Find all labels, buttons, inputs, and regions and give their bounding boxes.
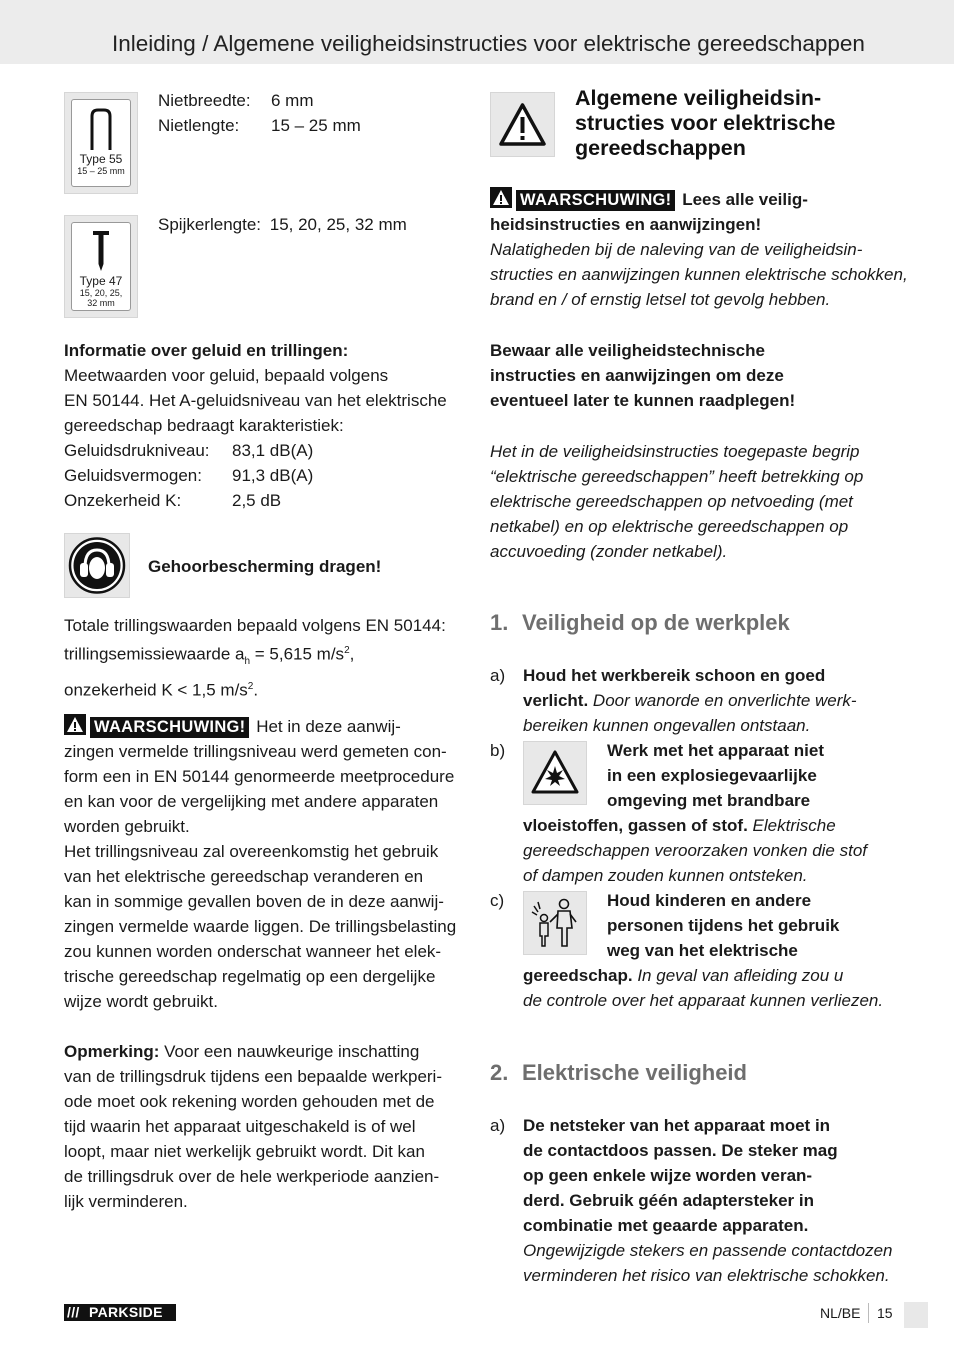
- section1-item-a: Houd het werkbereik schoon en goed verlicht. Door wanorde en onverlichte werk- bereiken kunnen ongevallen ontstaan.: [523, 666, 857, 735]
- ear-protection-text: Gehoorbescherming dragen!: [148, 557, 382, 576]
- section1-item-b-bold: Werk met het apparaat niet in een explosiegevaarlijke omgeving met brandbare: [607, 741, 824, 810]
- logo-slashes: ///: [67, 1304, 80, 1320]
- staple-width-value: 6 mm: [271, 91, 314, 110]
- vibration-line3: onzekerheid K < 1,5 $m/s^2$.: [64, 680, 259, 700]
- staple-length-value: 15 – 25 mm: [271, 116, 361, 135]
- page-number: 15: [877, 1305, 893, 1321]
- nail-length-label: Spijkerlengte:: [158, 215, 262, 234]
- vibration-warning: WAARSCHUWING! Het in deze aanwij- zingen vermelde trillingsniveau werd gemeten con- form een in EN 50144 genormeerde meetprocedure en kan voor de vergelijking met andere apparaten worden gebruikt. Het trillingsniveau zal overeenkomstig het gebruik van het elektrische gereedschap veranderen en kan in sommige gevallen boven de in deze aanwij- zingen vermelde waarde liggen. De trillingsbelasting zou kunnen worden onderschat wanneer het elek- trische gereedschap regelmatig op een dergelijke wijze wordt gebruikt.: [64, 714, 456, 1014]
- vibration-line1: Totale trillingswaarden bepaald volgens EN 50144:: [64, 616, 446, 635]
- explosion-icon-box: [523, 741, 587, 805]
- general-warning-icon-box: [490, 92, 555, 157]
- list-label: a): [490, 666, 506, 685]
- keep-instructions: Bewaar alle veiligheidstechnische instructies en aanwijzingen om deze eventueel later te kunnen raadplegen!: [490, 341, 796, 410]
- footer-lang: NL/BE: [820, 1305, 861, 1321]
- page-title: Inleiding / Algemene veiligheidsinstructies voor elektrische gereedschappen: [112, 31, 865, 56]
- noise-row: Geluidsdrukniveau: 83,1 dB(A): [64, 441, 314, 460]
- remark: Opmerking: Voor een nauwkeurige inschatting van de trillingsdruk tijdens een bepaalde werkperi- ode moet ook rekening worden gehouden met de tijd waarin het apparaat uitgeschakeld is of wel loopt, maar niet werkelijk gebruikt wordt. Dit kan de trillingsdruk over de hele werkperiode aanzien- lijk verminderen.: [64, 1042, 442, 1211]
- noise-info: [64, 338, 447, 513]
- section-heading: 2. Elektrische veiligheid: [490, 1060, 747, 1085]
- warning-tag: WAARSCHUWING!: [516, 190, 675, 211]
- nail-specs: [158, 212, 407, 237]
- staple-icon: [84, 106, 118, 150]
- nail-type-card: [64, 215, 138, 318]
- ear-protection-icon-box: [64, 533, 130, 598]
- page-header: [0, 0, 954, 64]
- nail-size-line2: 32 mm: [87, 298, 115, 308]
- explosion-icon: [524, 742, 586, 804]
- general-warning: WAARSCHUWING! Lees alle veilig- heidsinstructies en aanwijzingen! Nalatigheden bij de naleving van de veiligheidsin- structies en aanwijzingen kunnen elektrische schokken, brand en / of ernstig letsel tot gevolg hebben.: [490, 187, 908, 312]
- vibration-info: [64, 613, 446, 703]
- warning-triangle-icon: [490, 187, 512, 208]
- warning-triangle-icon: [491, 93, 554, 156]
- keep-children-away-icon: [524, 892, 586, 954]
- noise-row: Geluidsvermogen: 91,3 dB(A): [64, 466, 314, 485]
- parkside-logo: [64, 1304, 176, 1321]
- staple-type-label: Type 55: [79, 152, 123, 166]
- section1-item-b: vloeistoffen, gassen of stof. Elektrische gereedschappen veroorzaken vonken die stof of dampen zouden kunnen ontsteken.: [523, 816, 868, 885]
- keep-children-away-icon-box: [523, 891, 587, 955]
- noise-row: Onzekerheid K: 2,5 dB: [64, 491, 282, 510]
- vibration-line2: trillingsemissiewaarde $a_h = 5,615$ $m/s^2$,: [64, 644, 355, 668]
- nail-size-line1: 15, 20, 25,: [79, 288, 123, 298]
- section1-item-c-bold: Houd kinderen en andere personen tijdens het gebruik weg van het elektrische: [607, 891, 840, 960]
- nail-type-label: Type 47: [79, 274, 123, 288]
- staple-width-label: Nietbreedte:: [158, 91, 251, 110]
- footer-divider: [868, 1303, 869, 1323]
- nail-icon: [84, 228, 118, 272]
- list-label: b): [490, 741, 506, 760]
- staple-specs: [158, 88, 361, 138]
- warning-tag: WAARSCHUWING!: [90, 717, 249, 738]
- section-heading: 1. Veiligheid op de werkplek: [490, 610, 790, 635]
- page-tab: [904, 1302, 928, 1328]
- staple-type-card: [64, 92, 138, 194]
- noise-line: gereedschap bedraagt karakteristiek:: [64, 416, 344, 435]
- nail-length-value: 15, 20, 25, 32 mm: [269, 215, 407, 234]
- noise-line: Meetwaarden voor geluid, bepaald volgens: [64, 366, 389, 385]
- general-safety-heading: Algemene veiligheidsin- structies voor elektrische gereedschappen: [575, 86, 836, 160]
- list-label: a): [490, 1116, 506, 1135]
- brand-name: PARKSIDE: [89, 1304, 163, 1320]
- staple-size-label: 15 – 25 mm: [77, 166, 125, 176]
- ear-protection-icon: [65, 534, 129, 597]
- list-label: c): [490, 891, 505, 910]
- section1-item-c: gereedschap. In geval van afleiding zou u de controle over het apparaat kunnen verliezen.: [523, 966, 884, 1010]
- staple-length-label: Nietlengte:: [158, 116, 240, 135]
- noise-line: EN 50144. Het A-geluidsniveau van het elektrische: [64, 391, 447, 410]
- remark-label: Opmerking:: [64, 1042, 160, 1061]
- warning-triangle-icon: [64, 714, 86, 735]
- section2-item-a: De netsteker van het apparaat moet in de contactdoos passen. De steker mag op geen enkele wijze worden veran- derd. Gebruik géén adaptersteker in combinatie met geaarde apparaten. Ongewijzigde stekers en passende contactdozen verminderen het risico van elektrische schokken.: [523, 1116, 893, 1285]
- definition: Het in de veiligheidsinstructies toegepaste begrip “elektrische gereedschappen” heeft betrekking op elektrische gereedschappen op netvoeding (met netkabel) en op elektrische gereedschappen op accuvoeding (zonder netkabel).: [490, 442, 864, 561]
- noise-heading: Informatie over geluid en trillingen:: [64, 341, 349, 360]
